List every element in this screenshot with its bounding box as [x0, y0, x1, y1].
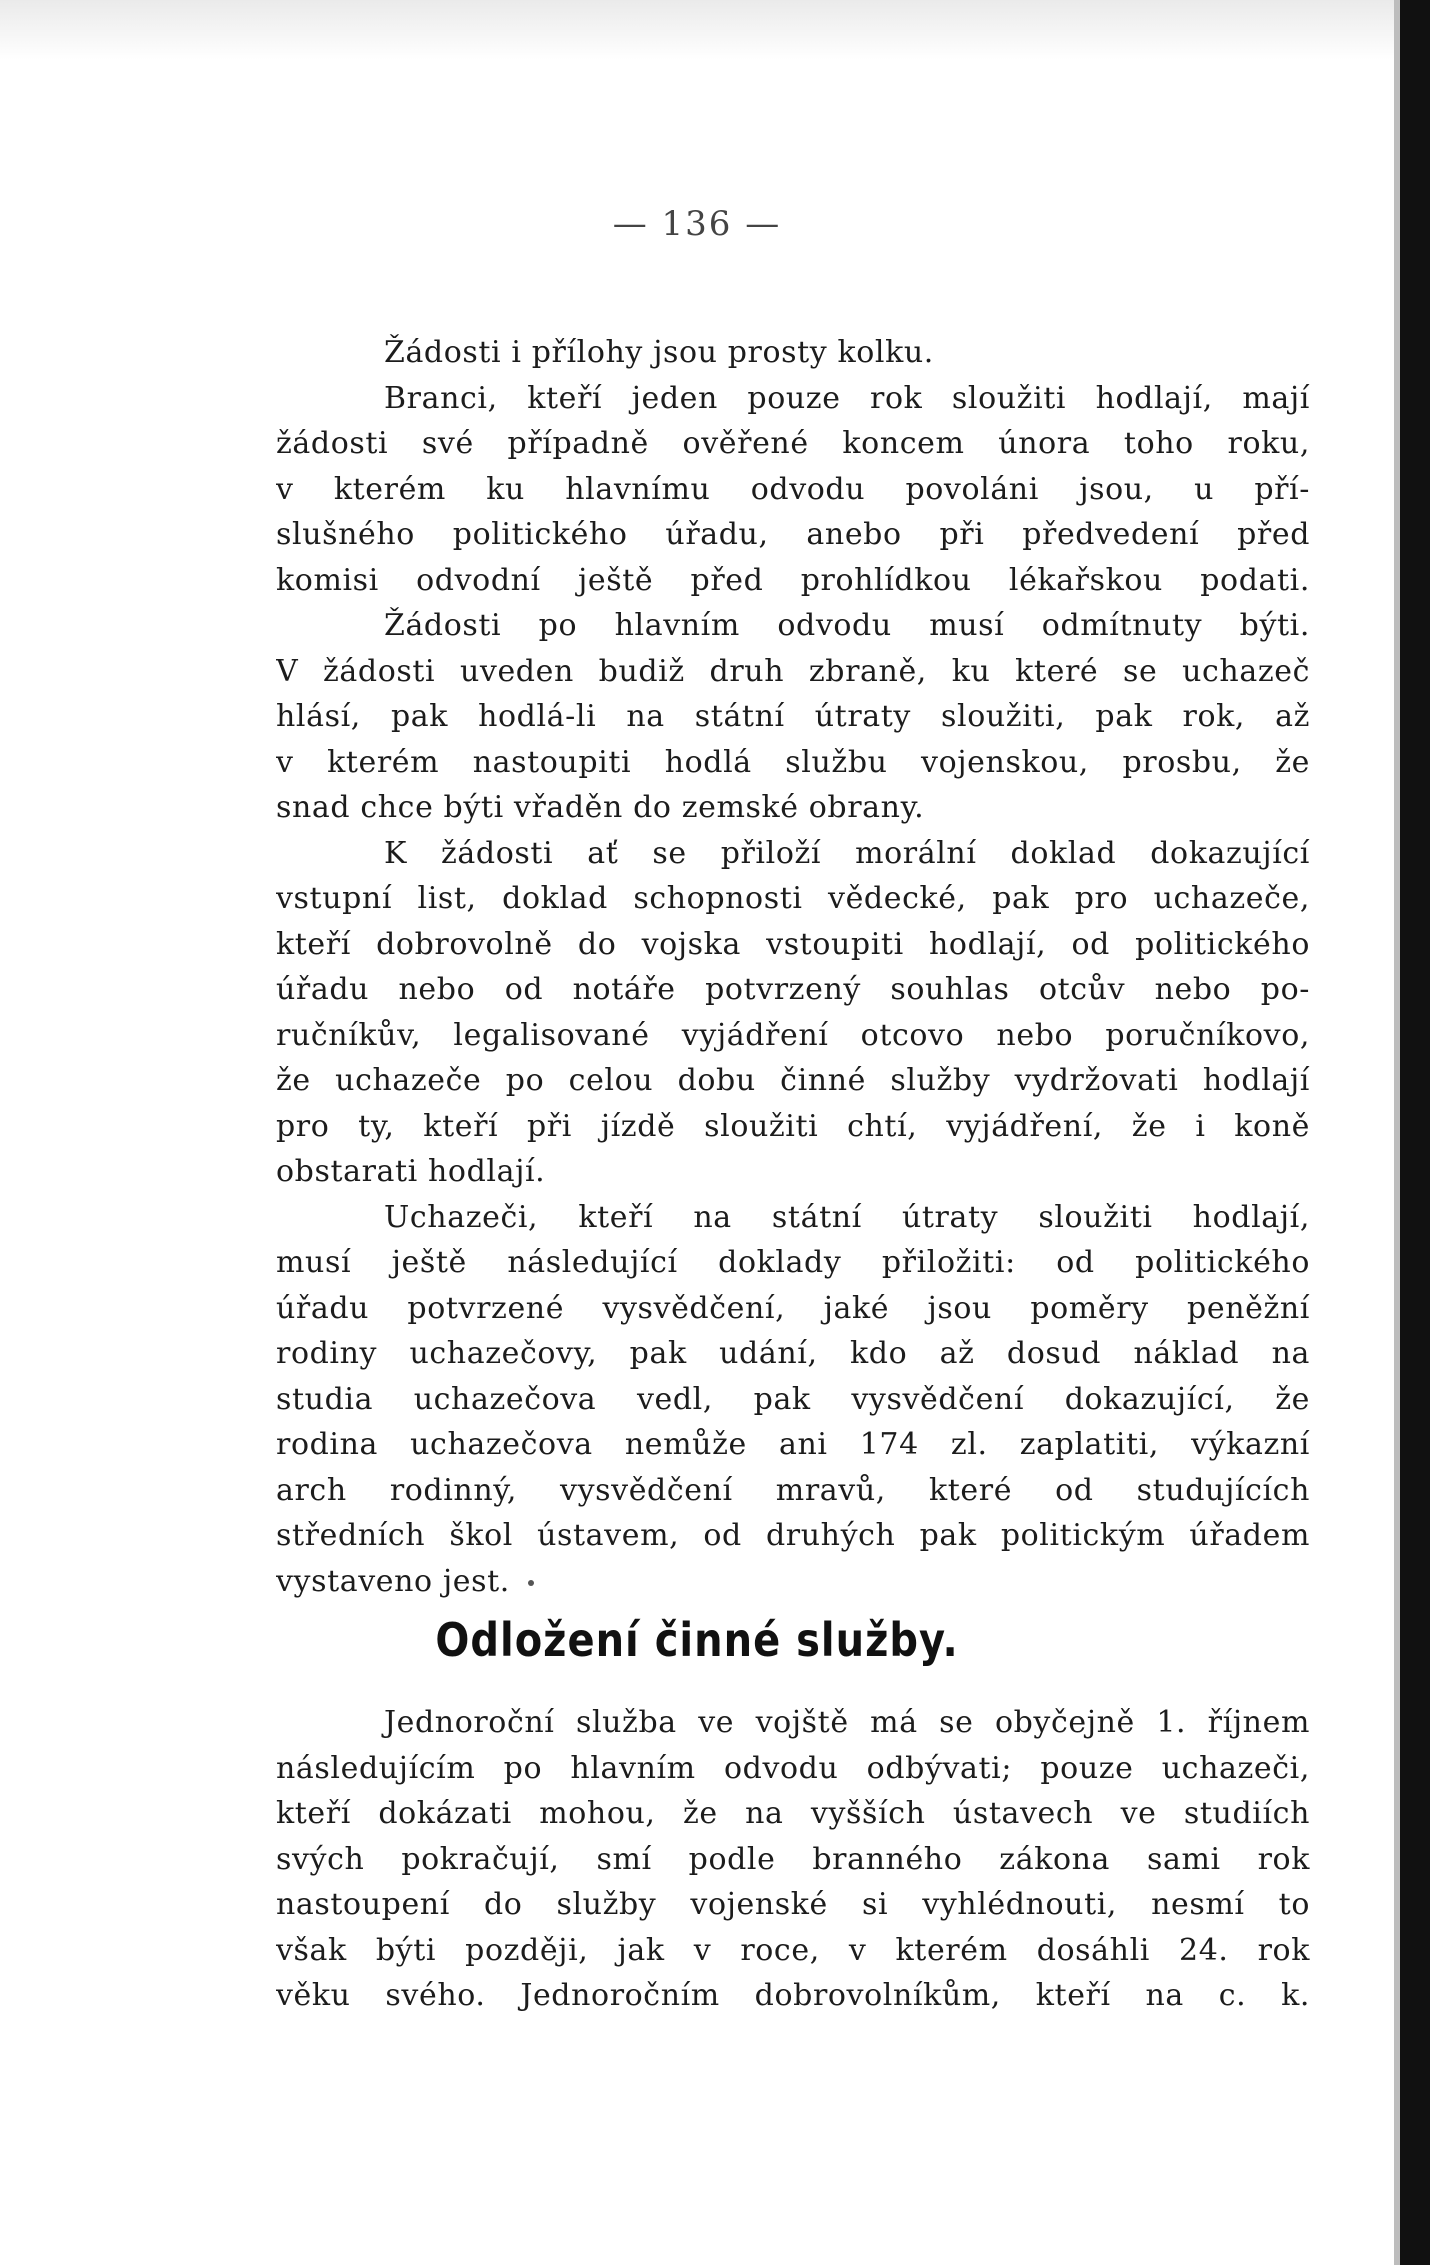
text-line: pro ty, kteří při jízdě sloužiti chtí, vyjádření, že i koně: [276, 1108, 1310, 1144]
text-line: vystaveno jest.: [276, 1563, 510, 1599]
text-line: studia uchazečova vedl, pak vysvědčení dokazující, že: [276, 1381, 1310, 1417]
text-line: Branci, kteří jeden pouze rok sloužiti hodlají, mají: [384, 380, 1310, 416]
section-1-body: [276, 330, 1310, 1604]
text-line: však býti později, jak v roce, v kterém dosáhli 24. rok: [276, 1932, 1310, 1968]
text-line: slušného politického úřadu, anebo při předvedení před: [276, 517, 1310, 552]
text-line: úřadu potvrzené vysvědčení, jaké jsou poměry peněžní: [276, 1290, 1310, 1326]
ink-speck: [528, 1580, 534, 1586]
text-line: arch rodinný, vysvědčení mravů, které od studujících: [276, 1472, 1310, 1508]
text-line: obstarati hodlají.: [276, 1154, 546, 1189]
text-line: Žádosti po hlavním odvodu musí odmítnuty býti.: [384, 608, 1310, 643]
section-heading: Odložení činné služby.: [435, 1614, 959, 1668]
text-line: středních škol ústavem, od druhých pak politickým úřadem: [276, 1518, 1310, 1553]
text-line: komisi odvodní ještě před prohlídkou lékařskou podati.: [276, 562, 1310, 598]
text-line: vstupní list, doklad schopnosti vědecké, pak pro uchazeče,: [276, 881, 1310, 916]
text-line: musí ještě následující doklady přiložiti: od politického: [276, 1245, 1310, 1280]
scan-top-shadow: [0, 0, 1394, 60]
scan-edge-black: [1400, 0, 1430, 2265]
text-line: K žádosti ať se přiloží morální doklad dokazující: [384, 835, 1310, 871]
text-line: hlásí, pak hodlá-li na státní útraty sloužiti, pak rok, až: [276, 699, 1310, 734]
section-2-body: [276, 1700, 1310, 2019]
text-line: rodiny uchazečovy, pak udání, kdo až dosud náklad na: [276, 1336, 1310, 1371]
page-number: — 136 —: [612, 204, 782, 244]
text-line: kteří dobrovolně do vojska vstoupiti hodlají, od politického: [276, 926, 1310, 962]
text-line: snad chce býti vřaděn do zemské obrany.: [276, 790, 925, 825]
text-line: věku svého. Jednoročním dobrovolníkům, kteří na c. k.: [276, 1978, 1310, 2013]
text-line: V žádosti uveden budiž druh zbraně, ku které se uchazeč: [276, 653, 1310, 689]
text-line: kteří dokázati mohou, že na vyšších ústavech ve studiích: [276, 1796, 1310, 1831]
text-line: Žádosti i přílohy jsou prosty kolku.: [384, 335, 934, 370]
text-line: úřadu nebo od notáře potvrzený souhlas otcův nebo po-: [276, 972, 1310, 1007]
text-line: svých pokračují, smí podle branného zákona sami rok: [276, 1841, 1310, 1877]
text-line: Jednoroční služba ve vojště má se obyčejně 1. říjnem: [384, 1705, 1310, 1740]
text-line: v kterém nastoupiti hodlá službu vojenskou, prosbu, že: [276, 744, 1310, 780]
text-line: Uchazeči, kteří na státní útraty sloužiti hodlají,: [384, 1199, 1310, 1235]
text-line: žádosti své případně ověřené koncem února toho roku,: [276, 426, 1310, 461]
text-line: že uchazeče po celou dobu činné služby vydržovati hodlají: [276, 1063, 1310, 1098]
text-line: ručníkův, legalisované vyjádření otcovo nebo poručníkovo,: [276, 1017, 1310, 1053]
text-line: rodina uchazečova nemůže ani 174 zl. zaplatiti, výkazní: [276, 1427, 1310, 1462]
text-line: v kterém ku hlavnímu odvodu povoláni jsou, u pří-: [276, 471, 1310, 507]
text-line: nastoupení do služby vojenské si vyhlédnouti, nesmí to: [276, 1887, 1310, 1922]
text-line: následujícím po hlavním odvodu odbývati; pouze uchazeči,: [276, 1750, 1310, 1786]
